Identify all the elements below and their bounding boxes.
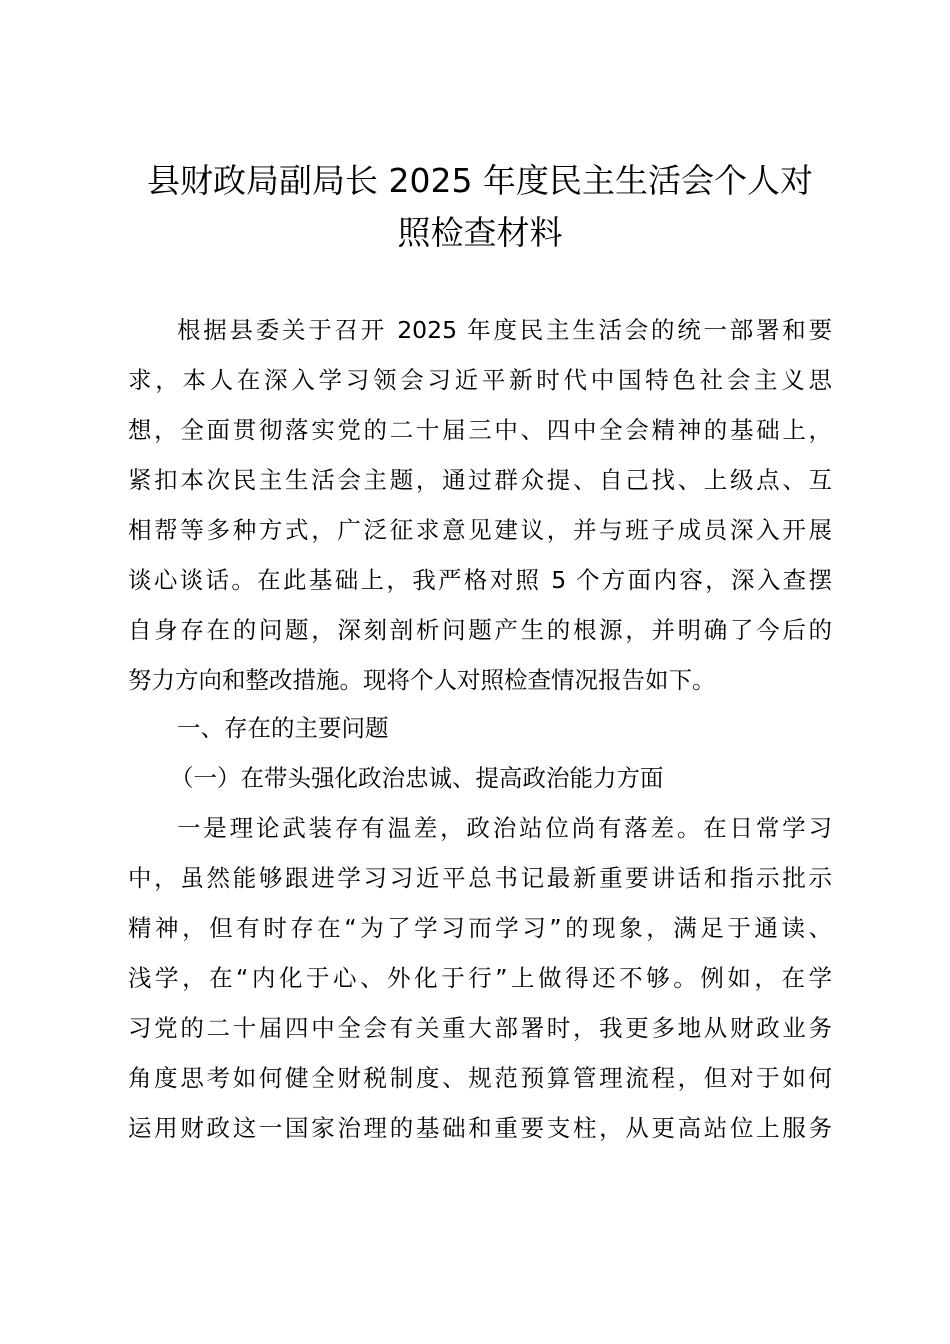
intro-paragraph-line: 努力方向和整改措施。现将个人对照检查情况报告如下。: [128, 666, 716, 694]
intro-paragraph-line: 求，本人在深入学习领会习近平新时代中国特色社会主义思: [128, 366, 832, 394]
body-paragraph-line: 运用财政这一国家治理的基础和重要支柱，从更高站位上服务: [128, 1114, 832, 1142]
intro-paragraph-line: 想，全面贯彻落实党的二十届三中、四中全会精神的基础上，: [128, 416, 832, 444]
body-paragraph-line: 习党的二十届四中全会有关重大部署时，我更多地从财政业务: [128, 1014, 832, 1042]
intro-paragraph-line: 自身存在的问题，深刻剖析问题产生的根源，并明确了今后的: [128, 616, 832, 644]
document-title-line-2: 照检查材料: [397, 213, 563, 252]
subsection-heading: （一）在带头强化政治忠诚、提高政治能力方面: [170, 764, 664, 792]
body-paragraph-line: 浅学，在“内化于心、外化于行”上做得还不够。例如，在学: [128, 964, 832, 992]
intro-paragraph-line: 紧扣本次民主生活会主题，通过群众提、自己找、上级点、互: [128, 466, 832, 494]
intro-paragraph-line: 相帮等多种方式，广泛征求意见建议，并与班子成员深入开展: [128, 516, 832, 544]
body-paragraph-line: 精神，但有时存在“为了学习而学习”的现象，满足于通读、: [128, 914, 832, 942]
body-paragraph-line: 一是理论武装存有温差，政治站位尚有落差。在日常学习: [177, 814, 832, 842]
body-paragraph-line: 角度思考如何健全财税制度、规范预算管理流程，但对于如何: [128, 1064, 832, 1092]
intro-paragraph-line: 根据县委关于召开 2025 年度民主生活会的统一部署和要: [177, 316, 832, 344]
intro-paragraph-line: 谈心谈话。在此基础上，我严格对照 5 个方面内容，深入查摆: [128, 566, 832, 594]
section-heading: 一、存在的主要问题: [177, 714, 389, 742]
body-paragraph-line: 中，虽然能够跟进学习习近平总书记最新重要讲话和指示批示: [128, 864, 832, 892]
document-title-line-1: 县财政局副局长 2025 年度民主生活会个人对: [147, 161, 813, 200]
